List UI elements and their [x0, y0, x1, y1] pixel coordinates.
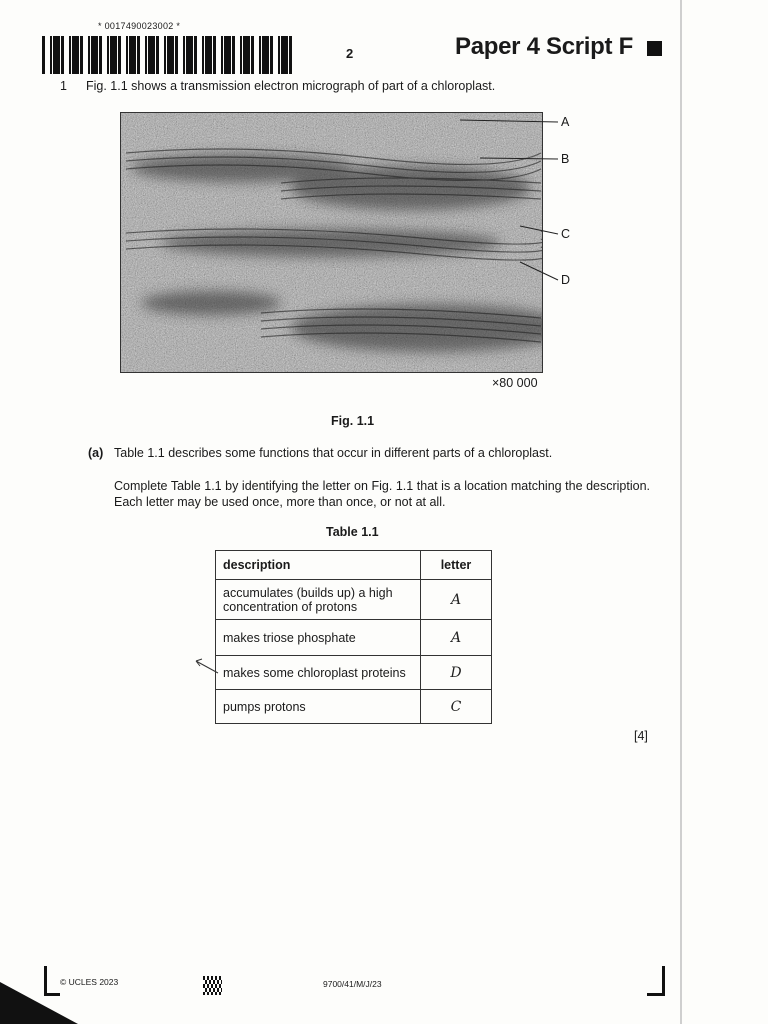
row-letter-answer[interactable]: [421, 656, 492, 690]
copyright: © UCLES 2023: [60, 977, 119, 987]
corner-mark-right: [647, 966, 665, 996]
handwritten-answer: A: [450, 629, 462, 646]
page-edge: [680, 0, 682, 1024]
row-description: accumulates (builds up) a high concentration of protons: [216, 580, 421, 620]
page-corner-shadow: [0, 972, 80, 1024]
table-title: Table 1.1: [326, 525, 379, 539]
table-row: [216, 656, 492, 690]
page-number: 2: [346, 46, 354, 61]
paper-code: 9700/41/M/J/23: [323, 979, 382, 989]
handwritten-answer: C: [450, 698, 462, 715]
label-leader-lines: [420, 110, 600, 290]
question-text: Fig. 1.1 shows a transmission electron micrograph of part of a chloroplast.: [86, 79, 496, 93]
part-a-instruction: Complete Table 1.1 by identifying the letter on Fig. 1.1 that is a location matching the description. Each letter may be used once, more than once, or not at all.: [114, 479, 650, 509]
handwritten-answer: D: [450, 664, 462, 681]
row-letter-answer[interactable]: [421, 620, 492, 656]
barcode-id: * 0017490023002 *: [98, 21, 181, 31]
header-description: description: [216, 551, 421, 580]
label-c: C: [561, 227, 571, 241]
handwritten-answer: A: [450, 591, 462, 608]
paper-title: Paper 4 Script F: [455, 33, 633, 60]
barcode: [42, 36, 294, 74]
row-description: makes triose phosphate: [216, 620, 421, 656]
table-header-row: [216, 551, 492, 580]
row-letter-answer[interactable]: [421, 580, 492, 620]
magnification: ×80 000: [492, 376, 538, 390]
qr-code: [203, 976, 222, 995]
row-letter-answer[interactable]: [421, 690, 492, 724]
part-a-text: Table 1.1 describes some functions that occur in different parts of a chloroplast.: [114, 446, 553, 460]
label-b: B: [561, 152, 570, 166]
question-number: 1: [60, 79, 67, 93]
figure-caption: Fig. 1.1: [331, 414, 375, 428]
black-square-marker: [647, 41, 662, 56]
marks: [4]: [634, 729, 648, 743]
table-row: [216, 690, 492, 724]
handwritten-arrow: [190, 655, 220, 677]
row-description: pumps protons: [216, 690, 421, 724]
label-d: D: [561, 273, 571, 287]
part-a-label: (a): [88, 446, 104, 460]
table-1-1: [215, 550, 492, 724]
row-description: makes some chloroplast proteins: [216, 656, 421, 690]
header-letter: letter: [421, 551, 492, 580]
table-row: [216, 620, 492, 656]
label-a: A: [561, 115, 570, 129]
table-row: [216, 580, 492, 620]
